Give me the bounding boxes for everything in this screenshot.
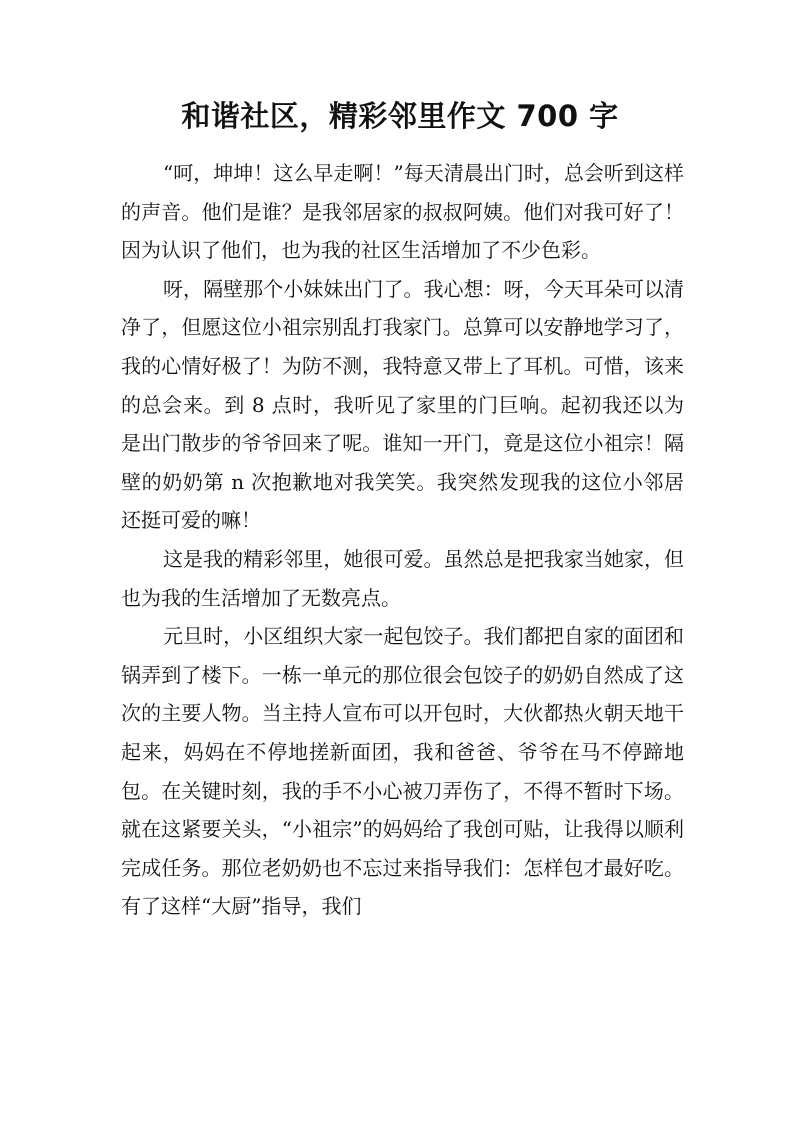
document-body	[121, 154, 684, 926]
paragraph-1: “呵，坤坤！这么早走啊！”每天清晨出门时，总会听到这样的声音。他们是谁？是我邻居家的叔叔阿姨。他们对我可好了！因为认识了他们，也为我的社区生活增加了不少色彩。	[121, 161, 684, 263]
paragraph-4: 元旦时，小区组织大家一起包饺子。我们都把自家的面团和锅弄到了楼下。一栋一单元的那位很会包饺子的奶奶自然成了这次的主要人物。当主持人宣布可以开包时，大伙都热火朝天地干起来，妈妈在不停地搓新面团，我和爸爸、爷爷在马不停蹄地包。在关键时刻，我的手不小心被刀弄伤了，不得不暂时下场。就在这紧要关头，“小祖宗”的妈妈给了我创可贴，让我得以顺利完成任务。那位老奶奶也不忘过来指导我们：怎样包才最好吃。有了这样“大厨”指导，我们	[121, 624, 684, 919]
paragraph-3: 这是我的精彩邻里，她很可爱。虽然总是把我家当她家，但也为我的生活增加了无数亮点。	[121, 546, 684, 610]
document-title: 和谐社区，精彩邻里作文 700 字	[181, 99, 619, 133]
paragraph-2: 呀，隔壁那个小妹妹出门了。我心想：呀，今天耳朵可以清净了，但愿这位小祖宗别乱打我家门。总算可以安静地学习了，我的心情好极了！为防不测，我特意又带上了耳机。可惜，该来的总会来。到 8 点时，我听见了家里的门巨响。起初我还以为是出门散步的爷爷回来了呢。谁知一开门，竟是这位小祖宗！隔壁的奶奶第 n 次抱歉地对我笑笑。我突然发现我的这位小邻居还挺可爱的嘛！	[121, 276, 684, 533]
